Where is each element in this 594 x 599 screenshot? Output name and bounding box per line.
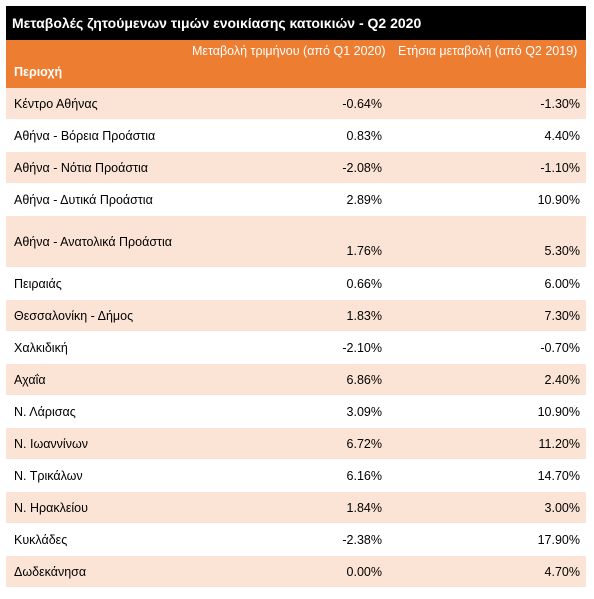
region-cell: Αθήνα - Βόρεια Προάστια: [14, 128, 156, 143]
quarterly-change-cell: -2.38%: [342, 532, 382, 547]
table-row: [6, 268, 586, 300]
annual-change-cell: -0.70%: [540, 340, 580, 355]
table-row: [6, 524, 586, 556]
annual-change-cell: 6.00%: [544, 276, 580, 291]
rent-change-table: [6, 6, 586, 588]
region-cell: Αθήνα - Ανατολικά Προάστια: [14, 234, 172, 249]
table-row: [6, 120, 586, 152]
annual-change-cell: 2.40%: [544, 372, 580, 387]
region-cell: Δωδεκάνησα: [14, 564, 87, 579]
table-row: [6, 556, 586, 588]
quarterly-change-cell: 0.83%: [346, 128, 382, 143]
table-row: [6, 492, 586, 524]
table-row: [6, 216, 586, 268]
quarterly-change-cell: -0.64%: [342, 96, 382, 111]
quarterly-change-cell: 6.86%: [346, 372, 382, 387]
quarterly-change-cell: 3.09%: [346, 404, 382, 419]
header-region: Περιοχή: [14, 65, 63, 79]
table-body: [6, 88, 586, 588]
region-cell: Ν. Τρικάλων: [14, 468, 83, 483]
quarterly-change-cell: 2.89%: [346, 192, 382, 207]
annual-change-cell: 14.70%: [537, 468, 580, 483]
region-cell: Ν. Ηρακλείου: [14, 500, 88, 515]
table-title: Μεταβολές ζητούμενων τιμών ενοικίασης κατοικιών - Q2 2020: [6, 6, 586, 40]
annual-change-cell: 10.90%: [537, 192, 580, 207]
annual-change-cell: 10.90%: [537, 404, 580, 419]
quarterly-change-cell: 1.84%: [346, 500, 382, 515]
region-cell: Αχαΐα: [14, 372, 46, 387]
table-row: [6, 460, 586, 492]
annual-change-cell: 11.20%: [538, 436, 580, 451]
quarterly-change-cell: 6.72%: [346, 436, 382, 451]
region-cell: Ν. Ιωαννίνων: [14, 436, 88, 451]
quarterly-change-cell: 6.16%: [346, 468, 382, 483]
annual-change-cell: 4.40%: [544, 128, 580, 143]
table-row: [6, 88, 586, 120]
header-quarterly-change: Μεταβολή τριμήνου (από Q1 2020): [192, 44, 386, 58]
quarterly-change-cell: 1.83%: [346, 308, 382, 323]
annual-change-cell: -1.30%: [540, 96, 580, 111]
quarterly-change-cell: 0.00%: [346, 564, 382, 579]
region-cell: Χαλκιδική: [14, 340, 68, 355]
annual-change-cell: -1.10%: [540, 160, 580, 175]
table-header: [6, 40, 586, 88]
region-cell: Αθήνα - Δυτικά Προάστια: [14, 192, 153, 207]
table-row: [6, 184, 586, 216]
annual-change-cell: 17.90%: [537, 532, 580, 547]
region-cell: Θεσσαλονίκη - Δήμος: [14, 308, 134, 323]
region-cell: Κυκλάδες: [14, 532, 68, 547]
region-cell: Αθήνα - Νότια Προάστια: [14, 160, 149, 175]
annual-change-cell: 5.30%: [544, 244, 580, 258]
table-row: [6, 152, 586, 184]
region-cell: Ν. Λάρισας: [14, 404, 76, 419]
header-annual-change: Ετήσια μεταβολή (από Q2 2019): [398, 44, 578, 58]
table-row: [6, 332, 586, 364]
quarterly-change-cell: 0.66%: [346, 276, 382, 291]
quarterly-change-cell: -2.08%: [342, 160, 382, 175]
region-cell: Πειραιάς: [14, 276, 62, 291]
annual-change-cell: 3.00%: [544, 500, 580, 515]
annual-change-cell: 7.30%: [544, 308, 580, 323]
table-row: [6, 428, 586, 460]
annual-change-cell: 4.70%: [544, 564, 580, 579]
region-cell: Κέντρο Αθήνας: [14, 96, 98, 111]
table-row: [6, 396, 586, 428]
quarterly-change-cell: 1.76%: [346, 244, 382, 258]
table-row: [6, 300, 586, 332]
table-row: [6, 364, 586, 396]
quarterly-change-cell: -2.10%: [342, 340, 382, 355]
